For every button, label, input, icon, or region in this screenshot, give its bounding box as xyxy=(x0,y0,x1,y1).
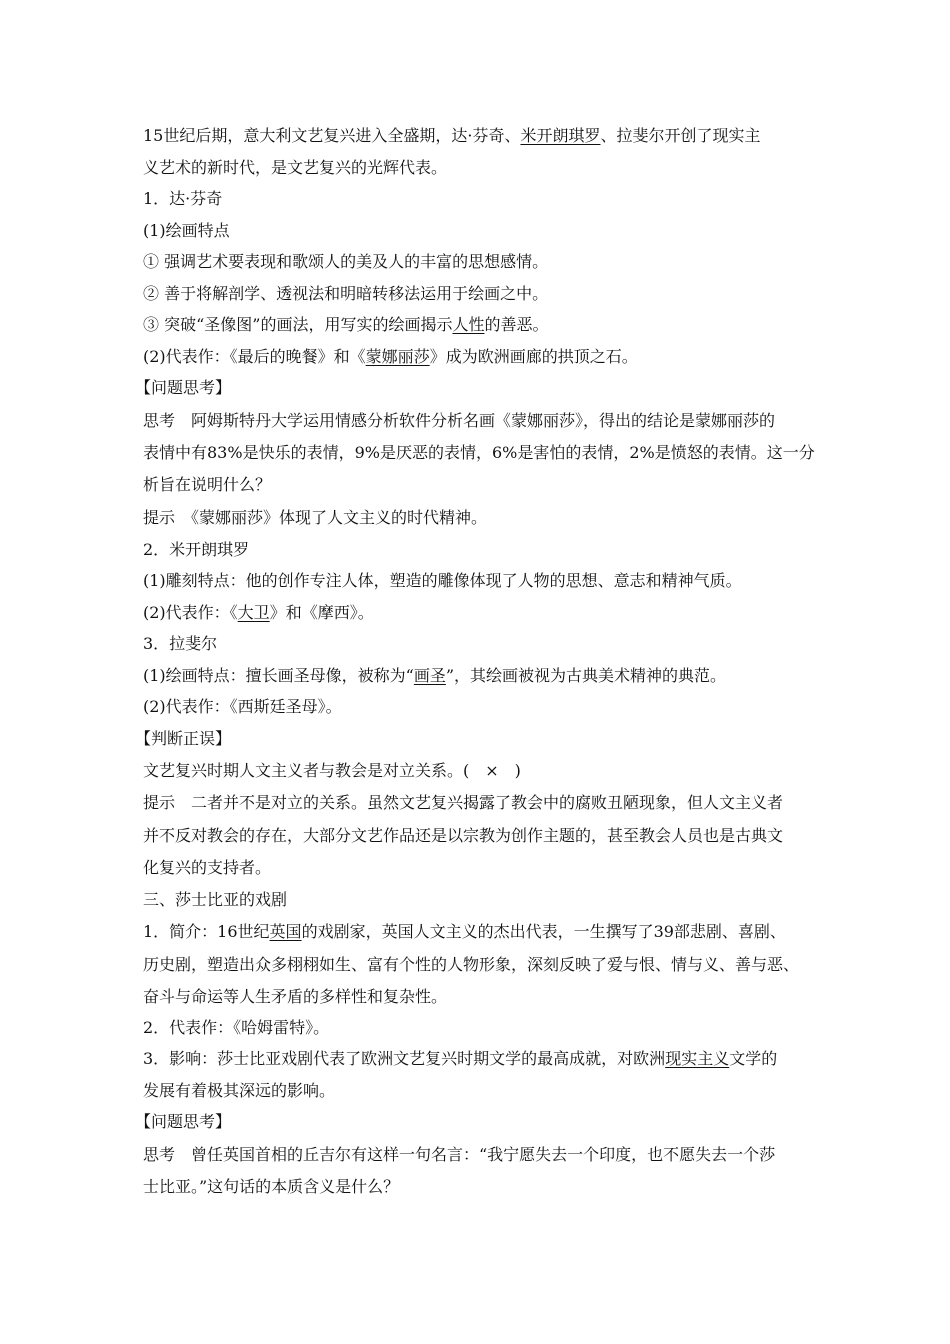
think-2-line-2: 士比亚。”这句话的本质含义是什么？ xyxy=(143,1177,400,1196)
underlined-term-michelangelo: 米开朗琪罗 xyxy=(520,126,601,145)
intro-text: 15世纪后期，意大利文艺复兴进入全盛期，达·芬奇、 xyxy=(143,126,521,145)
shakespeare-influence-line-2: 发展有着极其深远的影响。 xyxy=(143,1081,336,1100)
shakespeare-works: 2．代表作：《哈姆雷特》。 xyxy=(143,1018,330,1037)
tag-question-think-1: 【问题思考】 xyxy=(135,378,232,397)
influence-text: 3．影响：莎士比亚戏剧代表了欧洲文艺复兴时期文学的最高成就，对欧洲 xyxy=(143,1049,666,1068)
intro-text: 1．简介：16世纪 xyxy=(143,922,270,941)
judge-hint-line-3: 化复兴的支持者。 xyxy=(143,858,272,877)
feature-text: 的善恶。 xyxy=(484,315,549,334)
intro-line-1 xyxy=(143,126,760,146)
judge-statement: 文艺复兴时期人文主义者与教会是对立关系。( × ) xyxy=(143,761,521,780)
shakespeare-intro-line-3: 奋斗与命运等人生矛盾的多样性和复杂性。 xyxy=(143,987,448,1006)
shakespeare-intro-line-1 xyxy=(143,922,786,942)
works-text: 》和《摩西》。 xyxy=(269,603,374,622)
think-1-hint: 提示 《蒙娜丽莎》体现了人文主义的时代精神。 xyxy=(143,508,488,527)
davinci-feature-3 xyxy=(143,315,548,335)
features-text: ”，其绘画被视为古典美术精神的典范。 xyxy=(445,666,727,685)
underlined-term-mona-lisa: 蒙娜丽莎 xyxy=(365,347,430,366)
tag-judge: 【判断正误】 xyxy=(135,729,232,748)
think-1-line-3: 析旨在说明什么？ xyxy=(143,475,272,494)
underlined-term-david: 大卫 xyxy=(237,603,270,622)
intro-text: 、拉斐尔开创了现实主 xyxy=(600,126,761,145)
michelangelo-works xyxy=(143,603,374,623)
raphael-works: (2)代表作：《西斯廷圣母》。 xyxy=(143,697,342,716)
works-text: (2)代表作：《最后的晚餐》和《 xyxy=(143,347,366,366)
underlined-term-painting-saint: 画圣 xyxy=(413,666,446,685)
features-text: (1)绘画特点：擅长画圣母像，被称为“ xyxy=(143,666,414,685)
intro-line-2: 义艺术的新时代，是文艺复兴的光辉代表。 xyxy=(143,158,448,177)
davinci-features-heading: (1)绘画特点 xyxy=(143,221,230,240)
heading-michelangelo: 2．米开朗琪罗 xyxy=(143,540,250,559)
works-text: 》成为欧洲画廊的拱顶之石。 xyxy=(429,347,638,366)
michelangelo-features: (1)雕刻特点：他的创作专注人体，塑造的雕像体现了人物的思想、意志和精神气质。 xyxy=(143,571,742,590)
think-1-line-2: 表情中有83%是快乐的表情，9%是厌恶的表情，6%是害怕的表情，2%是愤怒的表情。这一分 xyxy=(143,443,815,462)
think-1-line-1: 思考 阿姆斯特丹大学运用情感分析软件分析名画《蒙娜丽莎》，得出的结论是蒙娜丽莎的 xyxy=(143,411,776,430)
raphael-features xyxy=(143,666,726,686)
heading-raphael: 3．拉斐尔 xyxy=(143,634,218,653)
underlined-term-england: 英国 xyxy=(269,922,302,941)
davinci-works xyxy=(143,347,638,367)
shakespeare-intro-line-2: 历史剧，塑造出众多栩栩如生、富有个性的人物形象，深刻反映了爱与恨、情与义、善与恶、 xyxy=(143,955,800,974)
davinci-feature-2: ② 善于将解剖学、透视法和明暗转移法运用于绘画之中。 xyxy=(143,284,549,303)
judge-hint-line-1: 提示 二者并不是对立的关系。虽然文艺复兴揭露了教会中的腐败丑陋现象，但人文主义者 xyxy=(143,793,784,812)
tag-question-think-2: 【问题思考】 xyxy=(135,1112,232,1131)
section-shakespeare: 三、莎士比亚的戏剧 xyxy=(143,890,288,909)
underlined-term-humanity: 人性 xyxy=(452,315,485,334)
think-2-line-1: 思考 曾任英国首相的丘吉尔有这样一句名言：“我宁愿失去一个印度，也不愿失去一个莎 xyxy=(143,1145,776,1164)
judge-hint-line-2: 并不反对教会的存在，大部分文艺作品还是以宗教为创作主题的，甚至教会人员也是古典文 xyxy=(143,826,784,845)
works-text: (2)代表作：《 xyxy=(143,603,238,622)
davinci-feature-1: ① 强调艺术要表现和歌颂人的美及人的丰富的思想感情。 xyxy=(143,252,549,271)
influence-text: 文学的 xyxy=(729,1049,778,1068)
feature-text: ③ 突破“圣像图”的画法，用写实的绘画揭示 xyxy=(143,315,453,334)
underlined-term-realism: 现实主义 xyxy=(665,1049,730,1068)
shakespeare-influence-line-1 xyxy=(143,1049,777,1069)
intro-text: 的戏剧家，英国人文主义的杰出代表，一生撰写了39部悲剧、喜剧、 xyxy=(301,922,786,941)
heading-davinci: 1．达·芬奇 xyxy=(143,189,223,208)
